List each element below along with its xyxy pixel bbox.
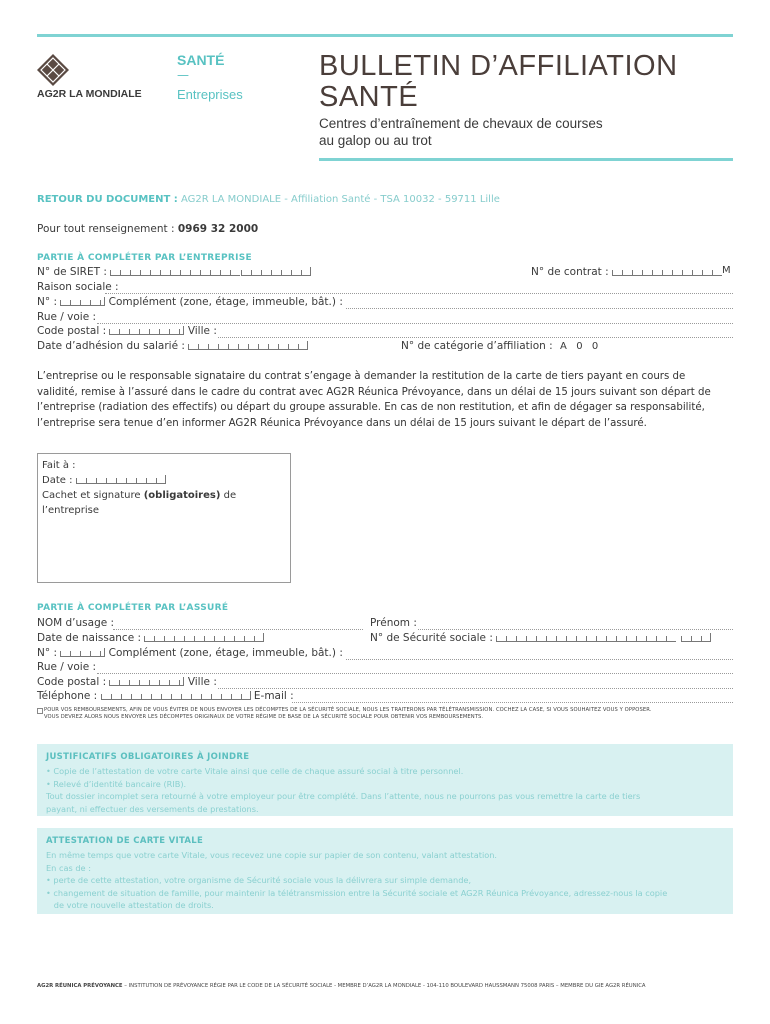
insured-cp-boxes[interactable] bbox=[109, 677, 184, 686]
insured-heading: PARTIE À COMPLÉTER PAR L’ASSURÉ bbox=[37, 603, 229, 613]
title-line-1: BULLETIN D’AFFILIATION bbox=[319, 50, 678, 82]
raison-line[interactable] bbox=[105, 293, 733, 294]
employer-heading: PARTIE À COMPLÉTER PAR L’ENTREPRISE bbox=[37, 253, 252, 263]
category-dash: — bbox=[177, 68, 189, 82]
employer-complement-label: Complément (zone, étage, immeuble, bât.) : bbox=[108, 296, 343, 308]
email-label: E-mail : bbox=[253, 690, 294, 702]
employer-complement-line[interactable] bbox=[346, 308, 733, 309]
attestation-line: • changement de situation de famille, pour maintenir la télétransmission entre la Sécurité sociale et AG2R Réunica Prévoyance, adressez-nous la copie bbox=[46, 887, 668, 898]
employer-ville-label: Ville : bbox=[187, 325, 217, 337]
cachet-pre: Cachet et signature bbox=[42, 490, 144, 501]
insured-cp-label: Code postal : bbox=[37, 676, 107, 688]
justificatifs-line: • Copie de l’attestation de votre carte Vitale ainsi que celle de chaque assuré social à titre personnel. bbox=[46, 766, 464, 776]
employer-number-boxes[interactable] bbox=[60, 297, 105, 306]
siret-nic-boxes[interactable] bbox=[241, 267, 311, 276]
sig-date-label: Date : bbox=[42, 475, 73, 486]
justificatifs-title: JUSTIFICATIFS OBLIGATOIRES À JOINDRE bbox=[46, 752, 250, 762]
sig-date-boxes[interactable] bbox=[76, 475, 166, 484]
attestation-title: ATTESTATION DE CARTE VITALE bbox=[46, 836, 204, 846]
naissance-boxes[interactable] bbox=[144, 633, 264, 642]
insured-ville-label: Ville : bbox=[187, 676, 217, 688]
secu-boxes[interactable] bbox=[496, 633, 676, 642]
paragraph-line: l’entreprise sera tenue d’en informer AG2R Réunica Prévoyance dans un délai de 15 jours suivant le départ de l’assuré. bbox=[37, 417, 647, 429]
logo-text: AG2R LA MONDIALE bbox=[37, 88, 142, 100]
return-address bbox=[37, 194, 500, 205]
prenom-line[interactable] bbox=[418, 629, 733, 630]
secu-field[interactable] bbox=[370, 632, 711, 644]
footer-text: – INSTITUTION DE PRÉVOYANCE RÉGIE PAR LE CODE DE LA SÉCURITÉ SOCIALE - MEMBRE D’AG2R LA MONDIALE - 104-110 BOULEVARD HAUSSMANN 75008 PARIS – MEMBRE DU GIE AG2R RÉUNICA bbox=[122, 983, 646, 989]
info-line bbox=[37, 223, 258, 235]
insured-complement-line[interactable] bbox=[346, 659, 733, 660]
signature-box[interactable] bbox=[37, 453, 291, 583]
insured-address-field[interactable] bbox=[37, 647, 343, 659]
subcategory-label: Entreprises bbox=[177, 87, 243, 102]
attestation-line: En même temps que votre carte Vitale, vous recevez une copie sur papier de son contenu, valant attestation. bbox=[46, 850, 498, 860]
naissance-field[interactable] bbox=[37, 632, 264, 644]
opt-out-checkbox[interactable] bbox=[37, 708, 43, 714]
insured-number-boxes[interactable] bbox=[60, 648, 105, 657]
commitment-paragraph bbox=[37, 369, 737, 431]
employer-rue-label: Rue / voie : bbox=[37, 311, 97, 323]
siret-boxes[interactable] bbox=[110, 267, 240, 276]
employer-cp-field[interactable] bbox=[37, 325, 217, 337]
secu-key-boxes[interactable] bbox=[681, 633, 711, 642]
insured-ville-line[interactable] bbox=[218, 688, 733, 689]
nom-line[interactable] bbox=[113, 629, 363, 630]
siret-label: N° de SIRET : bbox=[37, 266, 107, 278]
cachet-bold: (obligatoires) bbox=[143, 490, 221, 501]
title-line-2: SANTÉ bbox=[319, 81, 419, 113]
tel-label: Téléphone : bbox=[37, 690, 98, 702]
siret-field[interactable] bbox=[37, 266, 311, 278]
return-text: AG2R LA MONDIALE - Affiliation Santé - TSA 10032 - 59711 Lille bbox=[177, 194, 500, 205]
paragraph-line: l’entreprise (radiation des effectifs) ou départ du groupe assurable. En cas de non restitution, et afin de dégager sa responsabilité, bbox=[37, 402, 705, 413]
tel-field[interactable] bbox=[37, 690, 294, 702]
notice-line-2: VOUS DEVREZ ALORS NOUS ENVOYER LES DÉCOMPTES ORIGINAUX DE VOTRE RÉGIME DE BASE DE LA SÉCURITÉ SOCIALE POUR OBTENIR VOS REMBOURSEMENTS. bbox=[44, 714, 484, 720]
cachet-text bbox=[42, 488, 286, 503]
insured-number-label: N° : bbox=[37, 647, 57, 659]
cachet-post: de bbox=[220, 490, 237, 501]
justificatifs-line: • Relevé d’identité bancaire (RIB). bbox=[46, 778, 187, 789]
attestation-line: de votre nouvelle attestation de droits. bbox=[46, 900, 214, 910]
justificatifs-panel bbox=[37, 744, 733, 816]
employer-address-field[interactable] bbox=[37, 296, 343, 308]
employer-cp-label: Code postal : bbox=[37, 325, 107, 337]
employer-number-label: N° : bbox=[37, 296, 57, 308]
contract-field[interactable] bbox=[531, 266, 731, 278]
email-line[interactable] bbox=[292, 702, 733, 703]
subtitle-line-2: au galop ou au trot bbox=[319, 133, 432, 148]
insured-rue-label: Rue / voie : bbox=[37, 661, 97, 673]
header-rule bbox=[319, 158, 733, 161]
insured-complement-label: Complément (zone, étage, immeuble, bât.) : bbox=[108, 647, 343, 659]
categorie-box-3: 0 bbox=[591, 341, 599, 352]
opt-out-notice bbox=[44, 707, 734, 721]
employer-rue-line[interactable] bbox=[97, 323, 733, 324]
prenom-label: Prénom : bbox=[370, 617, 417, 629]
info-phone: 0969 32 2000 bbox=[177, 223, 259, 235]
insured-rue-line[interactable] bbox=[97, 673, 733, 674]
justificatifs-line: payant, ni effectuer des versements de prestations. bbox=[46, 803, 259, 814]
employer-cp-boxes[interactable] bbox=[109, 326, 184, 335]
logo-mark-icon bbox=[37, 54, 69, 86]
secu-label: N° de Sécurité sociale : bbox=[370, 632, 493, 644]
contract-label: N° de contrat : bbox=[531, 266, 609, 278]
page-subtitle bbox=[319, 115, 603, 149]
cachet-line-2: l’entreprise bbox=[42, 505, 100, 516]
return-label: RETOUR DU DOCUMENT : bbox=[37, 194, 178, 205]
contract-suffix: M bbox=[721, 265, 731, 276]
top-rule bbox=[37, 34, 733, 37]
attestation-line: En cas de : bbox=[46, 862, 91, 873]
attestation-panel bbox=[37, 828, 733, 914]
categorie-label: N° de catégorie d’affiliation : bbox=[401, 340, 553, 352]
fait-label: Fait à : bbox=[42, 460, 76, 471]
justificatifs-line: Tout dossier incomplet sera retourné à votre employeur pour être complété. Dans l’attente, nous ne pourrons pas vous remettre la carte de tiers bbox=[46, 791, 641, 801]
footer bbox=[37, 983, 737, 989]
categorie-box-1: A bbox=[560, 341, 567, 352]
paragraph-line: L’entreprise ou le responsable signataire du contrat s’engage à demander la restitution de la carte de tiers payant en cours de bbox=[37, 371, 686, 382]
raison-label: Raison sociale : bbox=[37, 281, 119, 293]
category-label: SANTÉ bbox=[177, 52, 225, 68]
naissance-label: Date de naissance : bbox=[37, 632, 142, 644]
attestation-line: • perte de cette attestation, votre organisme de Sécurité sociale vous la délivrera sur simple demande, bbox=[46, 875, 472, 885]
adhesion-label: Date d’adhésion du salarié : bbox=[37, 340, 185, 352]
sig-date-field[interactable] bbox=[42, 473, 286, 488]
info-label: Pour tout renseignement : bbox=[37, 223, 178, 235]
categorie-field[interactable] bbox=[401, 340, 598, 352]
adhesion-field[interactable] bbox=[37, 340, 308, 352]
logo bbox=[37, 54, 157, 104]
categorie-box-2: 0 bbox=[576, 341, 583, 352]
footer-bold: AG2R RÉUNICA PRÉVOYANCE bbox=[37, 983, 123, 989]
subtitle-line-1: Centres d’entraînement de chevaux de courses bbox=[319, 116, 603, 131]
contract-boxes[interactable] bbox=[612, 267, 722, 276]
paragraph-line: validité, remise à l’assuré dans le cadre du contrat avec AG2R Réunica Prévoyance, dans un délai de 15 jours suivant son départ de bbox=[37, 386, 711, 398]
insured-cp-field[interactable] bbox=[37, 676, 217, 688]
employer-ville-line[interactable] bbox=[218, 337, 733, 338]
tel-boxes[interactable] bbox=[101, 691, 251, 700]
nom-label: NOM d’usage : bbox=[37, 617, 115, 629]
adhesion-boxes[interactable] bbox=[188, 341, 308, 350]
page-title bbox=[319, 51, 678, 113]
notice-line-1: POUR VOS REMBOURSEMENTS, AFIN DE VOUS ÉVITER DE NOUS ENVOYER LES DÉCOMPTES DE LA SÉCURITÉ SOCIALE, NOUS LES TRAITERONS PAR TÉLÉTRANSMISSION. COCHEZ LA CASE, SI VOUS SOUHAITEZ VOUS Y OPPOSER. bbox=[44, 707, 652, 713]
